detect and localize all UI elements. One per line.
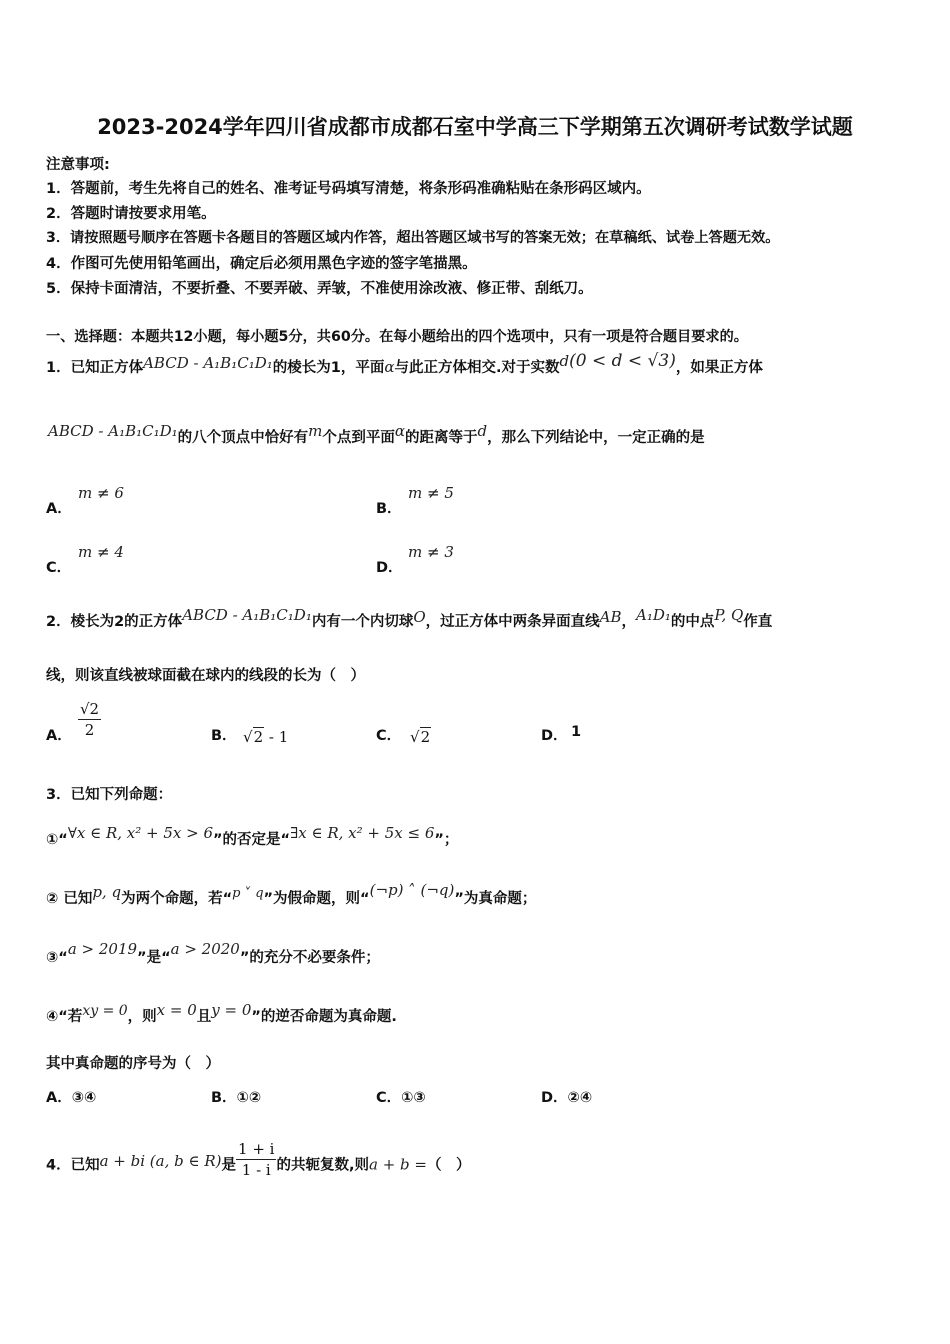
notice-item-2: 2．答题时请按要求用笔。 bbox=[46, 206, 216, 222]
q4-text: 4．已知 bbox=[46, 1157, 100, 1174]
question-1-line-2 bbox=[48, 422, 705, 447]
q3-option-a bbox=[46, 1086, 96, 1107]
q1-cube-formula: ABCD - A₁B₁C₁D₁ bbox=[143, 354, 273, 372]
notice-item-5: 5．保持卡面清洁，不要折叠、不要弄破、弄皱，不准使用涂改液、修正带、刮纸刀。 bbox=[46, 281, 593, 297]
question-1-line-1 bbox=[46, 351, 763, 377]
q3-text: ”； bbox=[434, 832, 459, 848]
q3-p4-x: x = 0 bbox=[156, 1001, 197, 1019]
q3-text: ③“ bbox=[46, 950, 68, 966]
q4-complex: a + bi (a, b ∈ R) bbox=[99, 1151, 222, 1170]
q2-text: 的中点 bbox=[670, 614, 715, 630]
q3-proposition-3 bbox=[46, 940, 380, 967]
q2-a1d1: A₁D₁ bbox=[636, 606, 671, 624]
q3-p2-por: p ˅ q bbox=[232, 886, 264, 901]
notice-item-3: 3．请按照题号顺序在答题卡各题目的答题区域内作答，超出答题区域书写的答案无效；在草稿纸、试卷上答题无效。 bbox=[46, 230, 780, 246]
q3-ask: 其中真命题的序号为（ ） bbox=[46, 1056, 220, 1072]
question-2-line-1 bbox=[46, 606, 773, 631]
q2-ab: AB bbox=[599, 608, 622, 626]
q2-text: ， bbox=[621, 614, 637, 630]
q4-text: 是 bbox=[221, 1157, 237, 1174]
q3-option-label: B． bbox=[211, 1090, 237, 1106]
q2-option-b: √2 - 1 bbox=[243, 728, 289, 746]
q1-text: 与此正方体相交.对于实数 bbox=[394, 360, 560, 376]
q3-option-b bbox=[211, 1086, 261, 1107]
section-heading: 一、选择题：本题共12小题，每小题5分，共60分。在每小题给出的四个选项中，只有一项是符合题目要求的。 bbox=[46, 329, 748, 345]
q2-option-d-label: D． bbox=[541, 728, 568, 744]
q1-text: 1．已知正方体 bbox=[46, 360, 144, 376]
q1-text: 的棱长为1，平面 bbox=[272, 360, 385, 376]
q2-option-b-tail: - 1 bbox=[264, 728, 289, 746]
q3-text: ”的逆否命题为真命题. bbox=[251, 1009, 397, 1025]
q3-p2-pq: p, q bbox=[92, 883, 122, 901]
q2-option-c-label: C． bbox=[376, 728, 402, 744]
q1-text: 个点到平面 bbox=[322, 430, 395, 446]
q1-m: m bbox=[308, 422, 323, 440]
notice-item-4: 4．作图可先使用铅笔画出，确定后必须用黑色字迹的签字笔描黑。 bbox=[46, 256, 477, 272]
q1-option-a: m ≠ 6 bbox=[78, 484, 124, 502]
q3-text: ④“若 bbox=[46, 1009, 83, 1025]
q2-option-a bbox=[78, 700, 101, 739]
q3-text: ”是“ bbox=[137, 950, 171, 966]
q3-option-text: ③④ bbox=[71, 1090, 97, 1106]
q2-option-a-denominator: 2 bbox=[84, 721, 95, 739]
q3-option-label: A． bbox=[46, 1090, 72, 1106]
q3-option-text: ①② bbox=[236, 1090, 262, 1106]
q2-cube-formula: ABCD - A₁B₁C₁D₁ bbox=[182, 606, 312, 624]
q3-option-text: ①③ bbox=[401, 1090, 426, 1106]
q2-option-c: √2 bbox=[410, 728, 431, 746]
q1-option-d-label: D． bbox=[376, 560, 403, 576]
q1-cube-formula-2: ABCD - A₁B₁C₁D₁ bbox=[48, 422, 178, 440]
q3-option-c bbox=[376, 1086, 426, 1107]
q3-option-text: ②④ bbox=[567, 1090, 593, 1106]
q2-o: O bbox=[413, 608, 426, 626]
q3-p3-a2020: a > 2020 bbox=[170, 940, 240, 958]
q3-text: ”为假命题，则“ bbox=[263, 891, 370, 907]
q2-text: 2．棱长为2的正方体 bbox=[46, 614, 183, 630]
q3-text: ①“ bbox=[46, 832, 68, 848]
q3-p4-xy: xy = 0 bbox=[82, 1003, 128, 1019]
question-2-line-2: 线，则该直线被球面截在球内的线段的长为（ ） bbox=[46, 668, 365, 684]
q3-text: ”的否定是“ bbox=[213, 832, 291, 848]
q1-option-b-label: B． bbox=[376, 501, 402, 517]
q2-text: 内有一个内切球 bbox=[311, 614, 414, 630]
q1-text: ，那么下列结论中，一定正确的是 bbox=[487, 430, 705, 446]
q1-text: ，如果正方体 bbox=[675, 360, 763, 376]
q3-p4-y: y = 0 bbox=[211, 1001, 252, 1019]
q4-fraction-numerator: 1 + i bbox=[238, 1140, 275, 1158]
q3-p3-a2019: a > 2019 bbox=[67, 940, 138, 958]
q3-option-label: D． bbox=[541, 1090, 568, 1106]
q3-proposition-1 bbox=[46, 824, 459, 849]
q2-option-b-label: B． bbox=[211, 728, 237, 744]
q4-fraction-denominator: 1 - i bbox=[241, 1161, 271, 1179]
q1-option-c: m ≠ 4 bbox=[78, 543, 124, 561]
q1-d: d bbox=[559, 352, 570, 370]
q1-alpha-2: α bbox=[394, 422, 406, 440]
q3-p2-not-and: (¬p) ˄ (¬q) bbox=[369, 881, 455, 899]
q3-text: ② 已知 bbox=[46, 891, 93, 907]
q3-text: ”的充分不必要条件； bbox=[239, 950, 380, 966]
q1-d-2: d bbox=[477, 422, 488, 440]
q2-option-a-label: A． bbox=[46, 728, 72, 744]
q3-text: ，则 bbox=[127, 1009, 157, 1025]
q3-proposition-2 bbox=[46, 881, 537, 908]
q4-sum: a + b = bbox=[369, 1155, 427, 1174]
q4-text: 的共轭复数,则 bbox=[276, 1157, 369, 1174]
q2-option-c-radicand: 2 bbox=[420, 728, 431, 746]
q3-text: ”为真命题； bbox=[454, 891, 537, 907]
q1-option-c-label: C． bbox=[46, 560, 72, 576]
page-title: 2023-2024学年四川省成都市成都石室中学高三下学期第五次调研考试数学试题 bbox=[97, 115, 853, 139]
notice-heading: 注意事项: bbox=[46, 157, 110, 173]
q2-text: 作直 bbox=[743, 614, 773, 630]
q2-option-b-radicand: 2 bbox=[253, 728, 264, 746]
q4-text: （ ） bbox=[427, 1157, 471, 1174]
q3-p1-negation: ∃x ∈ R, x² + 5x ≤ 6 bbox=[290, 824, 435, 842]
q1-text: 的距离等于 bbox=[405, 430, 478, 446]
q3-option-label: C． bbox=[376, 1090, 402, 1106]
question-3-stem: 3．已知下列命题： bbox=[46, 787, 173, 803]
notice-item-1: 1．答题前，考生先将自己的姓名、准考证号码填写清楚，将条形码准确粘贴在条形码区域内。 bbox=[46, 181, 651, 197]
q3-text: 为两个命题，若“ bbox=[121, 891, 233, 907]
q4-fraction bbox=[236, 1140, 276, 1179]
q2-option-d: 1 bbox=[571, 724, 582, 740]
q2-text: ，过正方体中两条异面直线 bbox=[425, 614, 600, 630]
q1-option-b: m ≠ 5 bbox=[408, 484, 454, 502]
q3-text: 且 bbox=[196, 1009, 212, 1025]
q1-option-d: m ≠ 3 bbox=[408, 543, 454, 561]
q3-option-d bbox=[541, 1086, 592, 1107]
q1-option-a-label: A． bbox=[46, 501, 72, 517]
q2-pq: P, Q bbox=[714, 606, 744, 624]
q1-range: (0 < d < √3) bbox=[569, 351, 676, 371]
question-4-stem bbox=[46, 1140, 471, 1185]
q2-option-a-numerator: √2 bbox=[80, 700, 100, 718]
q1-text: 的八个顶点中恰好有 bbox=[177, 430, 309, 446]
q3-proposition-4 bbox=[46, 1001, 397, 1026]
q1-alpha: α bbox=[384, 358, 395, 376]
q3-p1-formula: ∀x ∈ R, x² + 5x > 6 bbox=[67, 824, 214, 842]
